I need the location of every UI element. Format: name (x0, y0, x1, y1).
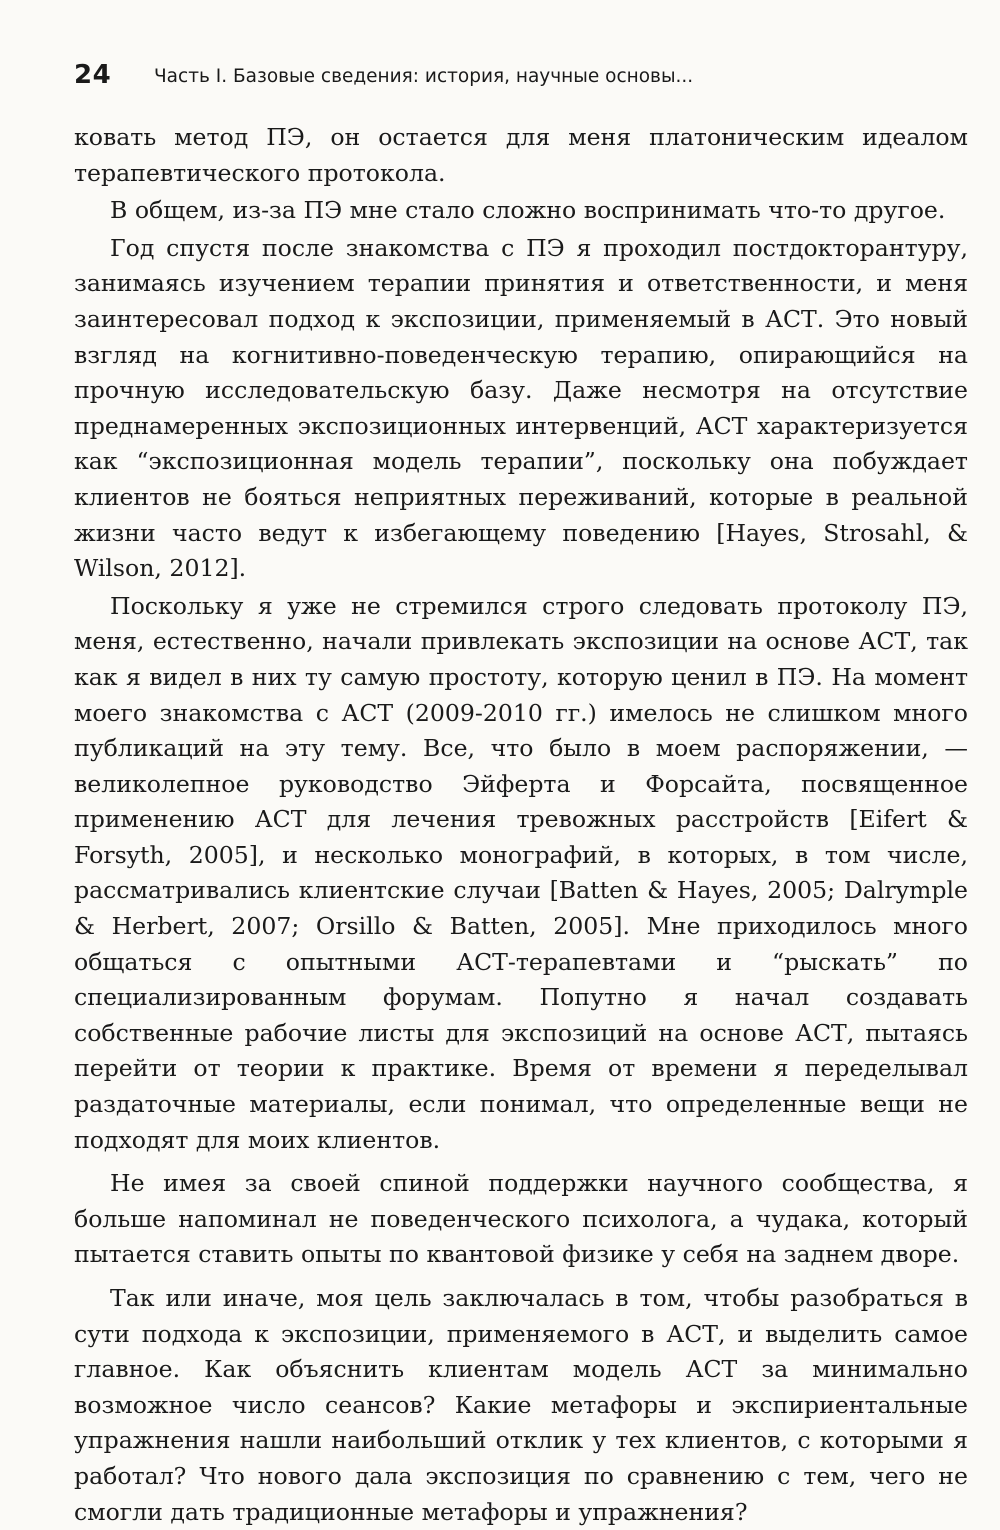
paragraph-continued: ковать метод ПЭ, он остается для меня платоническим идеалом терапевтического протокола. (74, 123, 968, 187)
running-head (74, 58, 974, 98)
paragraph: Так или иначе, моя цель заключалась в том, чтобы разобраться в сути подхода к экспозиции, применяемого в АСТ, и выделить самое главное. Как объяснить клиентам модель АСТ за минимально возможное число сеансов? Какие метафоры и экспириентальные упражнения нашли наибольший отклик у тех клиентов, с которыми я работал? Что нового дала экспозиция по сравнению с тем, чего не смогли дать традиционные метафоры и упражнения? (74, 1284, 968, 1526)
body-text (74, 120, 968, 1530)
page-number: 24 (74, 60, 112, 90)
paragraph: Год спустя после знакомства с ПЭ я проходил постдокторантуру, занимаясь изучением терапии принятия и ответственности, и меня заинтересовал подход к экспозиции, применяемый в АСТ. Это новый взгляд на когнитивно-поведенческую терапию, опирающийся на прочную исследовательскую базу. Даже несмотря на отсутствие преднамеренных экспозиционных интервенций, АСТ характеризуется как “экспозиционная модель терапии”, поскольку она побуждает клиентов не бояться неприятных переживаний, которые в реальной жизни часто ведут к избегающему поведению [Hayes, Strosahl, & Wilson, 2012]. (74, 233, 968, 583)
paragraph: Не имея за своей спиной поддержки научного сообщества, я больше напоминал не поведенческого психолога, а чудака, который пытается ставить опыты по квантовой физике у себя на заднем дворе. (74, 1169, 968, 1269)
section-title: Часть I. Базовые сведения: история, научные основы... (154, 66, 694, 87)
paragraph: В общем, из-за ПЭ мне стало сложно воспринимать что-то другое. (110, 196, 946, 225)
paragraph: Поскольку я уже не стремился строго следовать протоколу ПЭ, меня, естественно, начали привлекать экспозиции на основе АСТ, так как я видел в них ту самую простоту, которую ценил в ПЭ. На момент моего знакомства с АСТ (2009-2010 гг.) имелось не слишком много публикаций на эту тему. Все, что было в моем распоряжении, — великолепное руководство Эйферта и Форсайта, посвященное применению АСТ для лечения тревожных расстройств [Eifert & Forsyth, 2005], и несколько монографий, в которых, в том числе, рассматривались клиентские случаи [Batten & Hayes, 2005; Dalrymple & Herbert, 2007; Orsillo & Batten, 2005]. Мне приходилось много общаться с опытными АСТ-терапевтами и “рыскать” по специализированным форумам. Попутно я начал создавать собственные рабочие листы для экспозиций на основе АСТ, пытаясь перейти от теории к практике. Время от времени я переделывал раздаточные материалы, если понимал, что определенные вещи не подходят для моих клиентов. (74, 591, 968, 1154)
